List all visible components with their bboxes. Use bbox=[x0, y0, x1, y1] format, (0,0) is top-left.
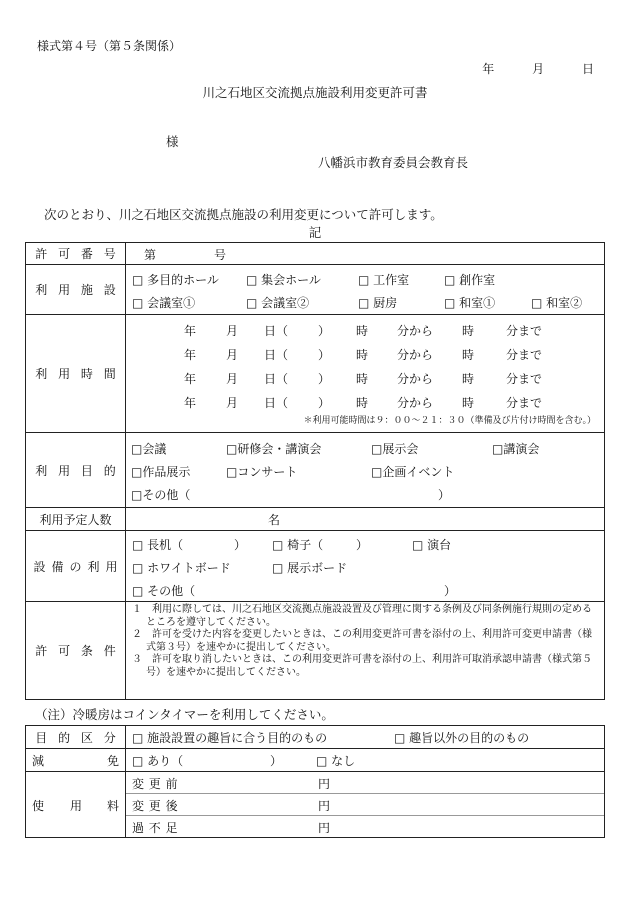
checkbox-shukai-hall[interactable]: □ 集会ホール bbox=[246, 272, 321, 287]
time-min-to: 分まで bbox=[506, 372, 543, 386]
checkbox-kosakushitsu[interactable]: □ 工作室 bbox=[358, 272, 410, 287]
kyoka-bango-go: 号 bbox=[214, 248, 227, 262]
time-day: 日（ bbox=[264, 372, 289, 386]
checkbox-isu[interactable]: □ 椅子（ bbox=[272, 537, 324, 552]
time-min-from: 分から bbox=[397, 372, 434, 386]
date-day: 日 bbox=[581, 62, 594, 76]
time-month: 月 bbox=[226, 348, 239, 362]
checkbox-sonota-mokuteki[interactable]: □その他（ bbox=[131, 487, 191, 502]
label-genmen-1: 減 bbox=[32, 754, 45, 768]
time-month: 月 bbox=[226, 324, 239, 338]
time-row-4 bbox=[126, 389, 604, 413]
document-title: 川之石地区交流拠点施設利用変更許可書 bbox=[202, 85, 428, 100]
checkbox-shushi-igai[interactable]: □ 趣旨以外の目的のもの bbox=[394, 731, 530, 745]
date-month: 月 bbox=[532, 62, 545, 76]
time-row-1 bbox=[126, 317, 604, 341]
time-month: 月 bbox=[226, 372, 239, 386]
checkbox-washitsu-1[interactable]: □ 和室① bbox=[444, 295, 496, 310]
ninzu-unit: 名 bbox=[268, 513, 281, 527]
checkbox-kaigi[interactable]: □会議 bbox=[131, 441, 167, 456]
fee-table bbox=[25, 725, 605, 838]
row-riyo-shisetsu bbox=[26, 265, 605, 315]
time-day: 日（ bbox=[264, 348, 289, 362]
checkbox-kikaku-event[interactable]: □企画イベント bbox=[371, 464, 455, 479]
label-riyo-mokuteki: 利用目的 bbox=[35, 463, 127, 478]
row-riyo-mokuteki bbox=[26, 433, 605, 508]
checkbox-kenshukai[interactable]: □研修会・講演会 bbox=[226, 441, 322, 456]
row-mokuteki-kubun bbox=[26, 726, 605, 749]
label-kyoka-bango: 許可番号 bbox=[35, 247, 127, 261]
label-shiyoryo-3: 料 bbox=[106, 798, 119, 813]
time-year: 年 bbox=[184, 396, 197, 410]
time-row-2 bbox=[126, 341, 604, 365]
body-text: 次のとおり、川之石地区交流拠点施設の利用変更について許可します。 bbox=[44, 207, 443, 222]
fee-row-before bbox=[126, 772, 604, 794]
time-paren-close: ） bbox=[318, 396, 331, 410]
checkbox-whiteboard[interactable]: □ ホワイトボード bbox=[132, 560, 231, 575]
row-genmen bbox=[26, 749, 605, 772]
fee-before-unit: 円 bbox=[318, 777, 331, 791]
label-setsubi: 設備の利用 bbox=[33, 559, 124, 574]
isu-paren-close: ） bbox=[356, 537, 369, 552]
checkbox-sakuhin-tenji[interactable]: □作品展示 bbox=[131, 464, 191, 479]
checkbox-genmen-nashi[interactable]: □ なし bbox=[316, 754, 356, 768]
label-ninzu: 利用予定人数 bbox=[39, 512, 112, 527]
time-min-from: 分から bbox=[397, 324, 434, 338]
label-riyo-shisetsu: 利用施設 bbox=[35, 283, 127, 297]
time-row-3 bbox=[126, 365, 604, 389]
label-genmen-2: 免 bbox=[106, 754, 119, 768]
genmen-paren-close: ） bbox=[270, 754, 283, 768]
checkbox-tenjikai[interactable]: □展示会 bbox=[371, 441, 419, 456]
checkbox-koenkai[interactable]: □講演会 bbox=[492, 441, 540, 456]
time-year: 年 bbox=[184, 324, 197, 338]
checkbox-concert[interactable]: □コンサート bbox=[226, 464, 298, 479]
time-paren-close: ） bbox=[318, 372, 331, 386]
issue-date bbox=[462, 60, 594, 77]
time-month: 月 bbox=[226, 396, 239, 410]
time-min-to: 分まで bbox=[506, 348, 543, 362]
time-min-to: 分まで bbox=[506, 324, 543, 338]
checkbox-sonota-setsubi[interactable]: □ その他（ bbox=[132, 583, 196, 598]
time-note: ＊利用可能時間は９：００～２１：３０（準備及び片付け時間を含む。） bbox=[303, 416, 596, 426]
row-riyo-jikan bbox=[26, 315, 605, 433]
checkbox-endai[interactable]: □ 演台 bbox=[412, 537, 452, 552]
nagazukue-paren-close: ） bbox=[234, 537, 247, 552]
time-hour-to: 時 bbox=[462, 348, 475, 362]
time-hour-to: 時 bbox=[462, 372, 475, 386]
addressee-sama: 様 bbox=[166, 134, 179, 149]
row-shiyoryo bbox=[26, 772, 605, 838]
time-hour-to: 時 bbox=[462, 324, 475, 338]
checkbox-shushi-gatchi[interactable]: □ 施設設置の趣旨に合う目的のもの bbox=[132, 731, 328, 745]
checkbox-kaigishitsu-2[interactable]: □ 会議室② bbox=[246, 295, 310, 310]
fee-after-unit: 円 bbox=[318, 799, 331, 813]
note-aircon: （注）冷暖房はコインタイマーを利用してください。 bbox=[35, 707, 334, 722]
checkbox-tenji-board[interactable]: □ 展示ボード bbox=[272, 560, 348, 575]
time-min-to: 分まで bbox=[506, 396, 543, 410]
time-min-from: 分から bbox=[397, 396, 434, 410]
fee-after-label: 変更後 bbox=[132, 799, 183, 813]
condition-3: ３ 許可を取り消したいときは、この利用変更許可書を添付の上、利用許可取消承認申請書（様式第５号）を速やかに提出してください。 bbox=[132, 654, 592, 678]
setsubi-paren-close: ） bbox=[444, 583, 457, 598]
checkbox-genmen-ari[interactable]: □ あり（ bbox=[132, 754, 184, 768]
time-day: 日（ bbox=[264, 396, 289, 410]
time-paren-close: ） bbox=[318, 324, 331, 338]
sonota-paren-close: ） bbox=[438, 487, 451, 502]
checkbox-tamokuteki-hall[interactable]: □ 多目的ホール bbox=[132, 272, 219, 287]
fee-row-after bbox=[126, 794, 604, 816]
checkbox-nagazukue[interactable]: □ 長机（ bbox=[132, 537, 184, 552]
checkbox-sosakushitsu[interactable]: □ 創作室 bbox=[444, 272, 496, 287]
fee-row-diff bbox=[126, 816, 604, 837]
main-table bbox=[25, 242, 605, 700]
label-mokuteki-kubun: 目的区分 bbox=[35, 730, 127, 745]
row-kyoka-joken bbox=[26, 602, 605, 700]
fee-before-label: 変更前 bbox=[132, 777, 183, 791]
row-kyoka-bango bbox=[26, 243, 605, 265]
label-kyoka-joken: 許可条件 bbox=[35, 644, 127, 658]
time-year: 年 bbox=[184, 372, 197, 386]
time-hour-from: 時 bbox=[356, 348, 369, 362]
checkbox-chubo[interactable]: □ 厨房 bbox=[358, 295, 398, 310]
row-ninzu bbox=[26, 508, 605, 531]
time-min-from: 分から bbox=[397, 348, 434, 362]
label-shiyoryo-1: 使 bbox=[32, 798, 45, 813]
checkbox-washitsu-2[interactable]: □ 和室② bbox=[531, 295, 583, 310]
time-hour-from: 時 bbox=[356, 396, 369, 410]
condition-1: １ 利用に際しては、川之石地区交流拠点施設設置及び管理に関する条例及び同条例施行規則の定めるところを遵守してください。 bbox=[132, 604, 592, 628]
issuer-name: 八幡浜市教育委員会教育長 bbox=[318, 155, 469, 170]
label-shiyoryo-2: 用 bbox=[70, 798, 83, 813]
fee-diff-label: 過不足 bbox=[132, 821, 183, 835]
kyoka-bango-dai: 第 bbox=[144, 248, 157, 262]
condition-2: ２ 許可を受けた内容を変更したいときは、この利用変更許可書を添付の上、利用許可変更申請書（様式第３号）を速やかに提出してください。 bbox=[132, 629, 592, 653]
form-number: 様式第４号（第５条関係） bbox=[37, 39, 182, 53]
ki-heading: 記 bbox=[308, 225, 322, 240]
fee-diff-unit: 円 bbox=[318, 821, 331, 835]
time-hour-to: 時 bbox=[462, 396, 475, 410]
checkbox-kaigishitsu-1[interactable]: □ 会議室① bbox=[132, 295, 196, 310]
time-hour-from: 時 bbox=[356, 324, 369, 338]
time-hour-from: 時 bbox=[356, 372, 369, 386]
time-day: 日（ bbox=[264, 324, 289, 338]
date-year: 年 bbox=[482, 62, 495, 76]
row-setsubi bbox=[26, 531, 605, 602]
time-year: 年 bbox=[184, 348, 197, 362]
label-riyo-jikan: 利用時間 bbox=[35, 367, 127, 381]
time-paren-close: ） bbox=[318, 348, 331, 362]
